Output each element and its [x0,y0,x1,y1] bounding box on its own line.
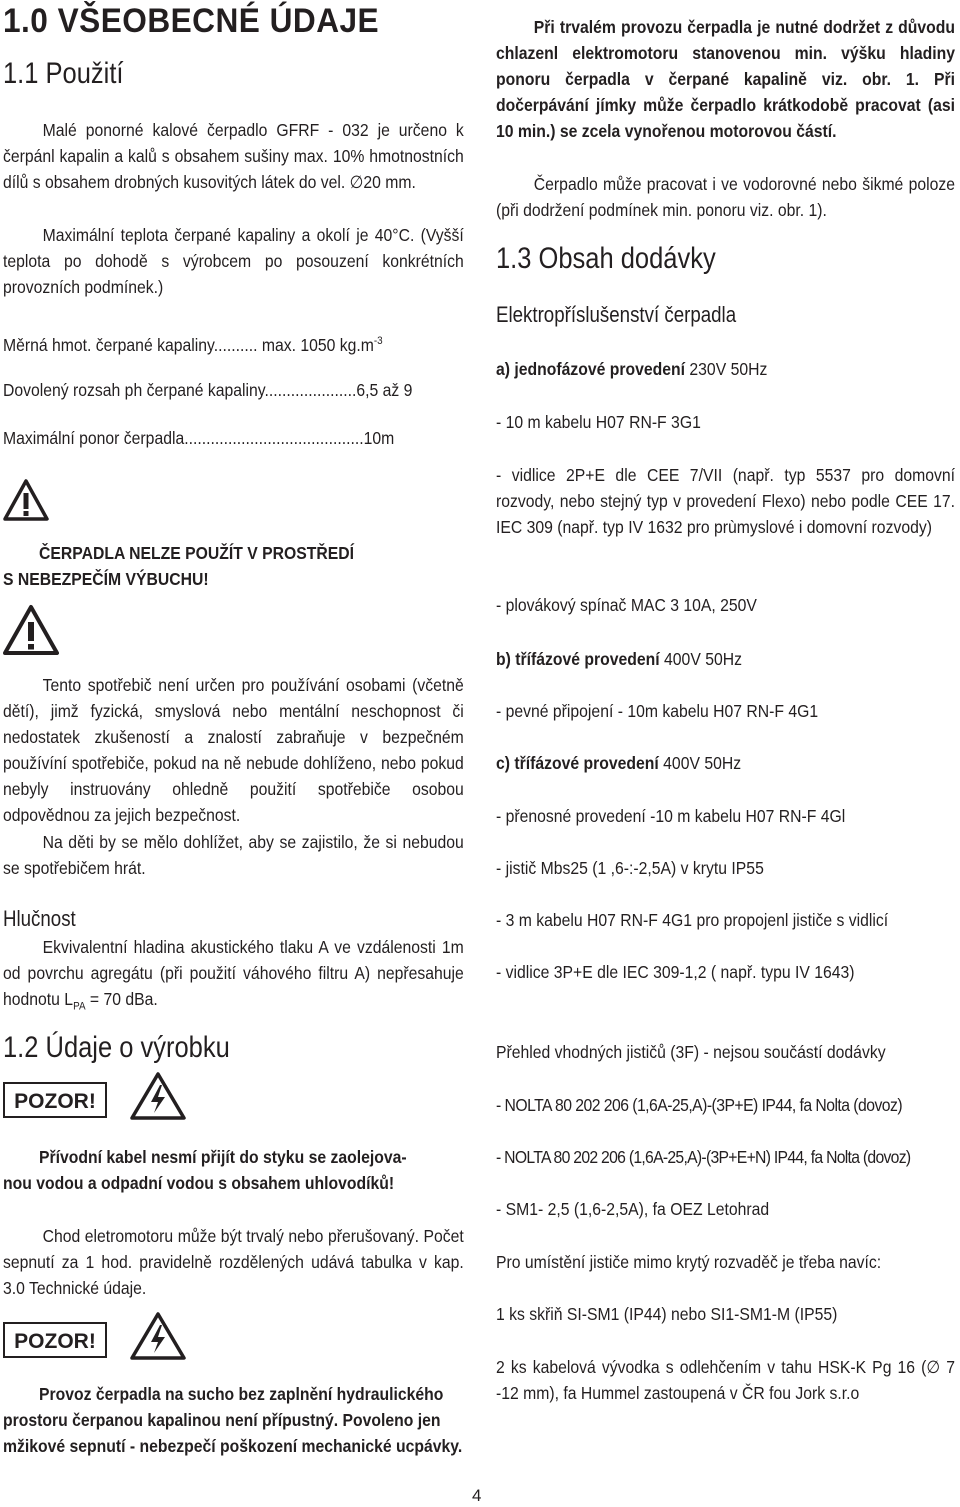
noise-value: = 70 dBa. [85,989,158,1009]
variant-a-value: 230V 50Hz [685,359,768,379]
high-voltage-icon [129,1071,187,1121]
breaker-item: - NOLTA 80 202 206 (1,6A-25,A)-(3P+E+N) IP44, fa Nolta (dovoz) [496,1147,911,1167]
warning-triangle-icon [3,478,49,522]
warning-cable [3,1144,464,1196]
variant-c-value: 400V 50Hz [658,753,742,773]
variant-c-item: - přenosné provedení -10 m kabelu H07 RN-F 4Gl [496,806,846,826]
paragraph-use: Malé ponorné kalové čerpadlo GFRF - 032 je určeno k čerpánl kapalin a kalů s obsahem sušiny max. 10% hmotnostních dílů s obsahem drobných kusovitých látek do vel. ∅20 mm. [3,120,464,192]
paragraph-temperature: Maximální teplota čerpané kapaliny a okolí je 40°C. (Vyšší teplota po dohodě s výrobcem po posouzení konkrétních provozních podmínek.) [3,225,464,297]
page-number: 4 [472,1486,482,1505]
heading-use: 1.1 Použití [3,57,124,90]
warning-cable-line2: nou vodou a odpadní vodou s obsahem uhlovodíků! [3,1173,395,1193]
placement-note: Pro umístění jističe mimo krytý rozvaděč je třeba navíc: [496,1252,882,1272]
paragraph-motor: Chod eletromotoru může být trvalý nebo přerušovaný. Počet sepnutí za 1 hod. pravidelně rozdělených udává tabulka v kap. 3.0 Technické údaje. [3,1226,464,1298]
heading-noise: Hlučnost [3,906,76,931]
variant-b-item: - pevné připojení - 10m kabelu H07 RN-F 4G1 [496,701,819,721]
variant-b [496,646,955,672]
variant-a [496,356,955,382]
paragraph-noise [3,934,464,1020]
warning-triangle-icon [3,604,59,656]
caution-label: POZOR! [3,1082,107,1118]
section-heading-1-0 [3,2,407,41]
paragraph-children: Na děti by se mělo dohlížet, aby se zajistilo, že si nebudou se spotřebičem hrát. [3,832,464,878]
warning-cable-line1: Přívodní kabel nesmí přijít do styku se zaolejova- [39,1147,407,1167]
glands-note: 2 ks kabelová vývodka s odlehčením v tahu HSK-K Pg 16 (∅ 7 -12 mm), fa Hummel zastoupená v ČR fou Jork s.r.o [496,1357,955,1403]
warning-dry-run-line3: mžikové sepnutí - nebezpečí poškození mechanické ucpávky. [3,1436,463,1456]
heading-product-data: 1.2 Údaje o výrobku [3,1031,230,1064]
high-voltage-icon [129,1311,187,1361]
variant-b-label: b) třífázové provedení [496,649,660,669]
variant-a-item: - plovákový spínač MAC 3 10A, 250V [496,595,757,615]
variant-a-label: a) jednofázové provedení [496,359,686,379]
warning-explosion-line2: S NEBEZPEČÍM VÝBUCHU! [3,569,209,589]
breakers-title: Přehled vhodných jističů (3F) - nejsou součástí dodávky [496,1042,886,1062]
warning-explosion-line1: ČERPADLA NELZE POUŽÍT V PROSTŘEDÍ [39,543,355,563]
paragraph-persons: Tento spotřebič není určen pro používání osobami (včetně dětí), jimž fyzická, smyslová nebo mentální neschopnost či nedostatek zkušeností a znalostí zabraňuje v bezpečném používíní spotřebiče, pokud na ně nebude dohlíženo, nebo pokud nebyly instruovány ohledně použití spotřebiče osobou odpovědnou za jejich bezpečnost. [3,675,464,825]
heading-electrical-accessories: Elektropříslušenství čerpadla [496,302,737,327]
warning-dry-run [3,1381,464,1459]
breaker-item: - NOLTA 80 202 206 (1,6A-25,A)-(3P+E) IP44, fa Nolta (dovoz) [496,1095,903,1115]
warning-dry-run-line2: prostoru čerpanou kapalinou není přípustný. Povoleno jen [3,1410,441,1430]
variant-c-item: - jistič Mbs25 (1 ,6-:-2,5A) v krytu IP55 [496,858,764,878]
spec-max-depth: Maximální ponor čerpadla.........................................10m [3,428,395,448]
variant-a-item: - vidlice 2P+E dle CEE 7/VII (např. typ 5537 pro domovní rozvody, nebo stejný typ v provedení Flexo) nebo podle CEE 17. IEC 309 (např. typ IV 1632 pro prùmyslové i domovní rozvody) [496,465,955,537]
variant-a-item: - 10 m kabelu H07 RN-F 3G1 [496,412,701,432]
variant-c [496,750,955,776]
heading-general-info: 1.0 VŠEOBECNÉ ÚDAJE [3,2,380,40]
warning-dry-run-line1: Provoz čerpadla na sucho bez zaplnění hydraulického [39,1384,444,1404]
spec-density-exponent: -3 [373,335,383,347]
caution-label: POZOR! [3,1322,107,1358]
noise-subscript: PA [73,1000,86,1013]
variant-c-item: - 3 m kabelu H07 RN-F 4G1 pro propojenl jističe s vidlicí [496,910,889,930]
noise-text: Ekvivalentní hladina akustického tlaku A ve vzdálenosti 1m od povrchu agregátu (při použití váhového filtru A) nepřesahuje hodnotu L [3,937,464,1009]
heading-delivery: 1.3 Obsah dodávky [496,242,716,275]
spec-density [3,328,464,358]
variant-b-value: 400V 50Hz [659,649,742,669]
breaker-item: - SM1- 2,5 (1,6-2,5A), fa OEZ Letohrad [496,1199,770,1219]
spec-density-text: Měrná hmot. čerpané kapaliny.......... max. 1050 kg.m [3,334,374,355]
variant-c-label: c) třífázové provedení [496,753,659,773]
paragraph-horizontal: Čerpadlo může pracovat i ve vodorovné nebo šikmé poloze (při dodržení podmínek min. ponoru viz. obr. 1). [496,174,955,220]
paragraph-min-level: Při trvalém provozu čerpadla je nutné dodržet z důvodu chlazenl elektromotoru stanovenou min. výšku hladiny ponoru čerpadla v čerpané kapalině viz. obr. 1. Při dočerpávání jímky může čerpadlo krátkodobě pracovat (asi 10 min.) se zcela vynořenou motorovou částí. [496,17,955,141]
variant-c-item: - vidlice 3P+E dle IEC 309-1,2 ( např. typu IV 1643) [496,962,855,982]
spec-ph: Dovolený rozsah ph čerpané kapaliny.....................6,5 až 9 [3,380,413,400]
warning-explosion [3,540,464,592]
box-note: 1 ks skřiň SI-SM1 (IP44) nebo SI1-SM1-M (IP55) [496,1304,838,1324]
